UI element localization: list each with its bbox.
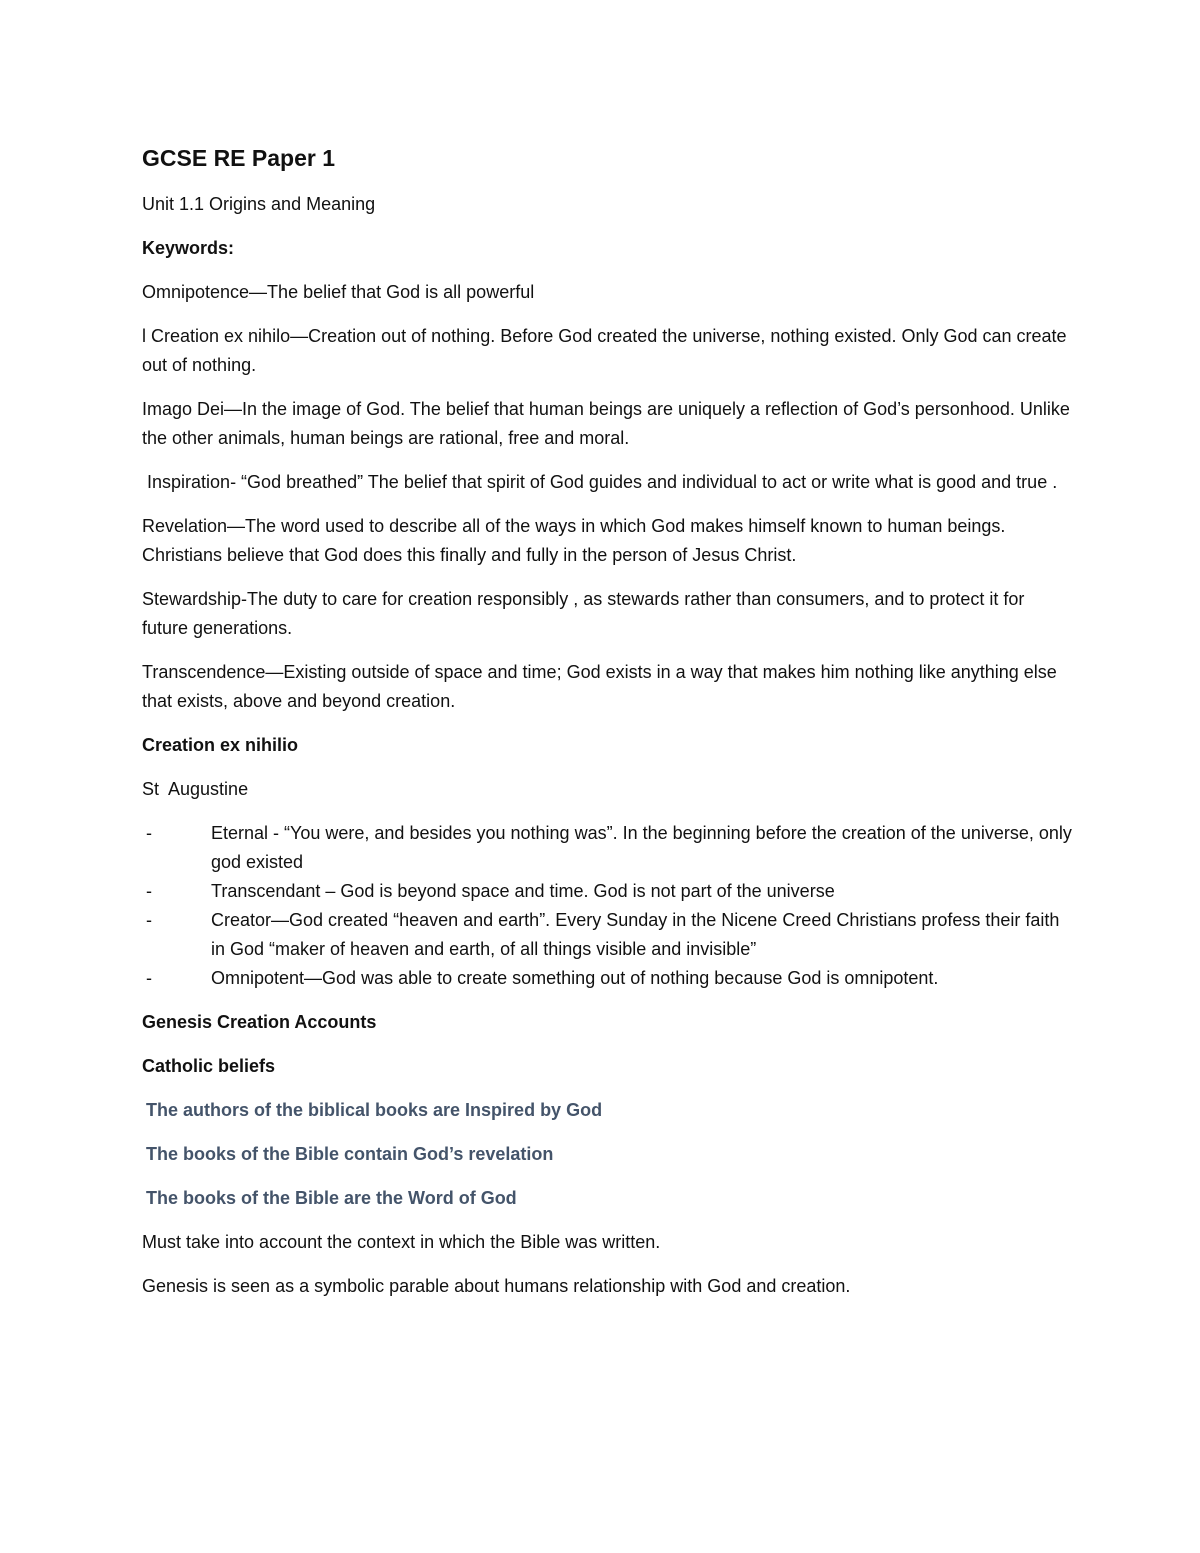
creation-heading: Creation ex nihilio [142,735,299,755]
catholic-belief-inspired: The authors of the biblical books are Inspired by God [146,1100,603,1120]
augustine-point-transcendant: Transcendant – God is beyond space and time. God is not part of the universe [211,881,835,901]
dash-marker: - [146,881,152,901]
closing-context: Must take into account the context in which the Bible was written. [142,1232,661,1252]
catholic-belief-word-of-god: The books of the Bible are the Word of God [146,1188,517,1208]
keyword-revelation: Revelation—The word used to describe all of the ways in which God makes himself known to human beings. Christians believe that God does this finally and fully in the person of Jesus Christ. [142,516,1006,565]
augustine-heading: St Augustine [142,779,249,799]
unit-line: Unit 1.1 Origins and Meaning [142,194,376,214]
document-body [142,140,1072,1316]
catholic-heading: Catholic beliefs [142,1056,276,1076]
list-item [142,877,1072,906]
genesis-heading: Genesis Creation Accounts [142,1012,377,1032]
list-item [142,819,1072,877]
keyword-imago-dei: Imago Dei—In the image of God. The belief that human beings are uniquely a reflection of God’s personhood. Unlike the other animals, human beings are rational, free and moral. [142,399,1070,448]
keyword-inspiration: Inspiration- “God breathed” The belief that spirit of God guides and individual to act or write what is good and true . [142,472,1058,492]
keyword-omnipotence: Omnipotence—The belief that God is all powerful [142,282,535,302]
augustine-point-omnipotent: Omnipotent—God was able to create something out of nothing because God is omnipotent. [211,968,939,988]
dash-marker: - [146,823,152,843]
augustine-point-creator: Creator—God created “heaven and earth”. Every Sunday in the Nicene Creed Christians profess their faith in God “maker of heaven and earth, of all things visible and invisible” [211,910,1060,959]
keywords-heading: Keywords: [142,238,235,258]
keyword-stewardship: Stewardship-The duty to care for creation responsibly , as stewards rather than consumers, and to protect it for future generations. [142,589,1025,638]
list-item [142,964,1072,993]
dash-marker: - [146,968,152,988]
keyword-creation-ex-nihilo: l Creation ex nihilo—Creation out of nothing. Before God created the universe, nothing existed. Only God can create out of nothing. [142,326,1067,375]
closing-genesis-parable: Genesis is seen as a symbolic parable about humans relationship with God and creation. [142,1276,851,1296]
dash-marker: - [146,910,152,930]
augustine-points-list [142,819,1072,993]
list-item [142,906,1072,964]
augustine-point-eternal: Eternal - “You were, and besides you nothing was”. In the beginning before the creation of the universe, only god existed [211,823,1072,872]
keyword-transcendence: Transcendence—Existing outside of space and time; God exists in a way that makes him nothing like anything else that exists, above and beyond creation. [142,662,1057,711]
document-title: GCSE RE Paper 1 [142,145,336,171]
catholic-belief-revelation: The books of the Bible contain God’s revelation [146,1144,554,1164]
